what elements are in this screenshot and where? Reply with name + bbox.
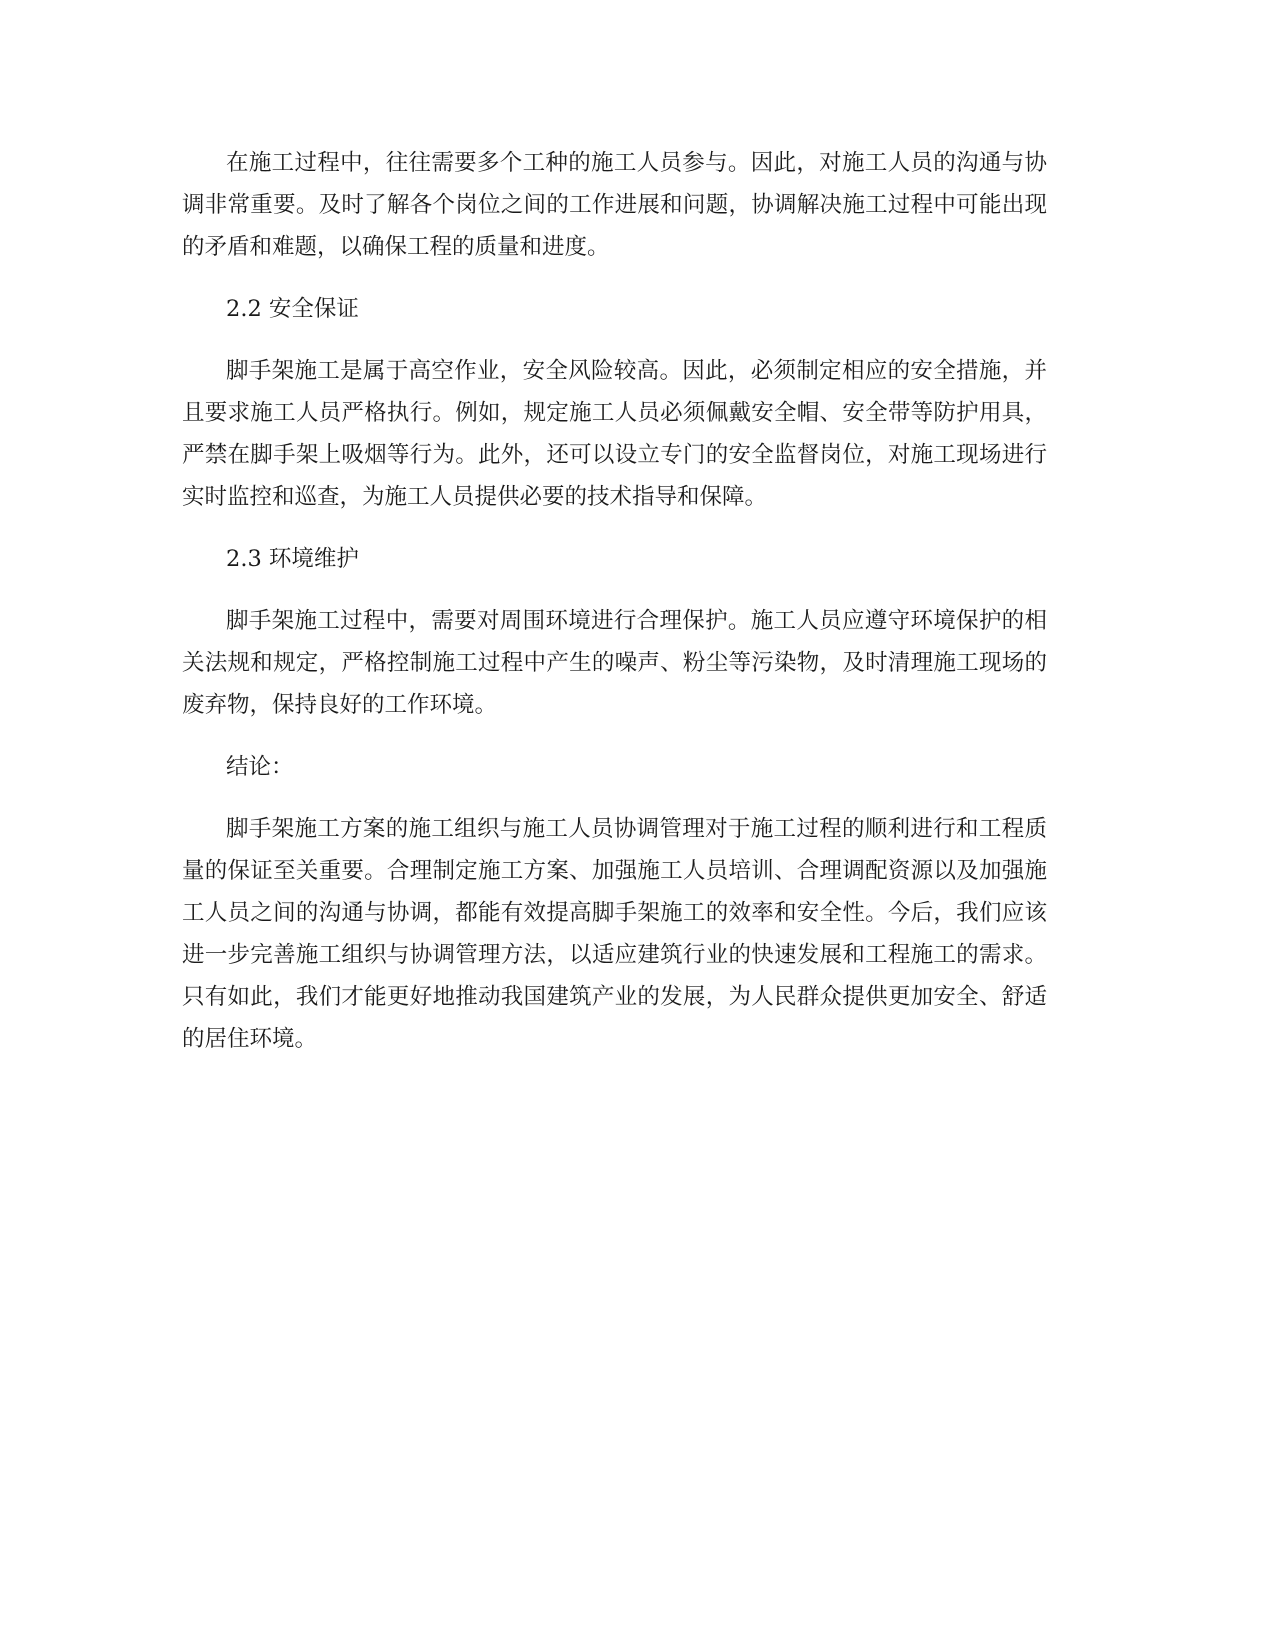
document-body: [182, 142, 1047, 1080]
section-heading-2-2: 2.2 安全保证: [226, 296, 359, 322]
paragraph-conclusion: 脚手架施工方案的施工组织与施工人员协调管理对于施工过程的顺利进行和工程质量的保证至关重要。合理制定施工方案、加强施工人员培训、合理调配资源以及加强施工人员之间的沟通与协调，都能有效提高脚手架施工的效率和安全性。今后，我们应该进一步完善施工组织与协调管理方法，以适应建筑行业的快速发展和工程施工的需求。只有如此，我们才能更好地推动我国建筑产业的发展，为人民群众提供更加安全、舒适的居住环境。: [182, 816, 1047, 1052]
paragraph-safety: 脚手架施工是属于高空作业，安全风险较高。因此，必须制定相应的安全措施，并且要求施工人员严格执行。例如，规定施工人员必须佩戴安全帽、安全带等防护用具，严禁在脚手架上吸烟等行为。此外，还可以设立专门的安全监督岗位，对施工现场进行实时监控和巡查，为施工人员提供必要的技术指导和保障。: [182, 358, 1047, 510]
paragraph-environment: 脚手架施工过程中，需要对周围环境进行合理保护。施工人员应遵守环境保护的相关法规和规定，严格控制施工过程中产生的噪声、粉尘等污染物，及时清理施工现场的废弃物，保持良好的工作环境。: [182, 608, 1047, 718]
conclusion-heading: 结论：: [226, 754, 294, 780]
section-heading-2-3: 2.3 环境维护: [226, 546, 359, 572]
paragraph-coordination: 在施工过程中，往往需要多个工种的施工人员参与。因此，对施工人员的沟通与协调非常重要。及时了解各个岗位之间的工作进展和问题，协调解决施工过程中可能出现的矛盾和难题，以确保工程的质量和进度。: [182, 150, 1047, 260]
